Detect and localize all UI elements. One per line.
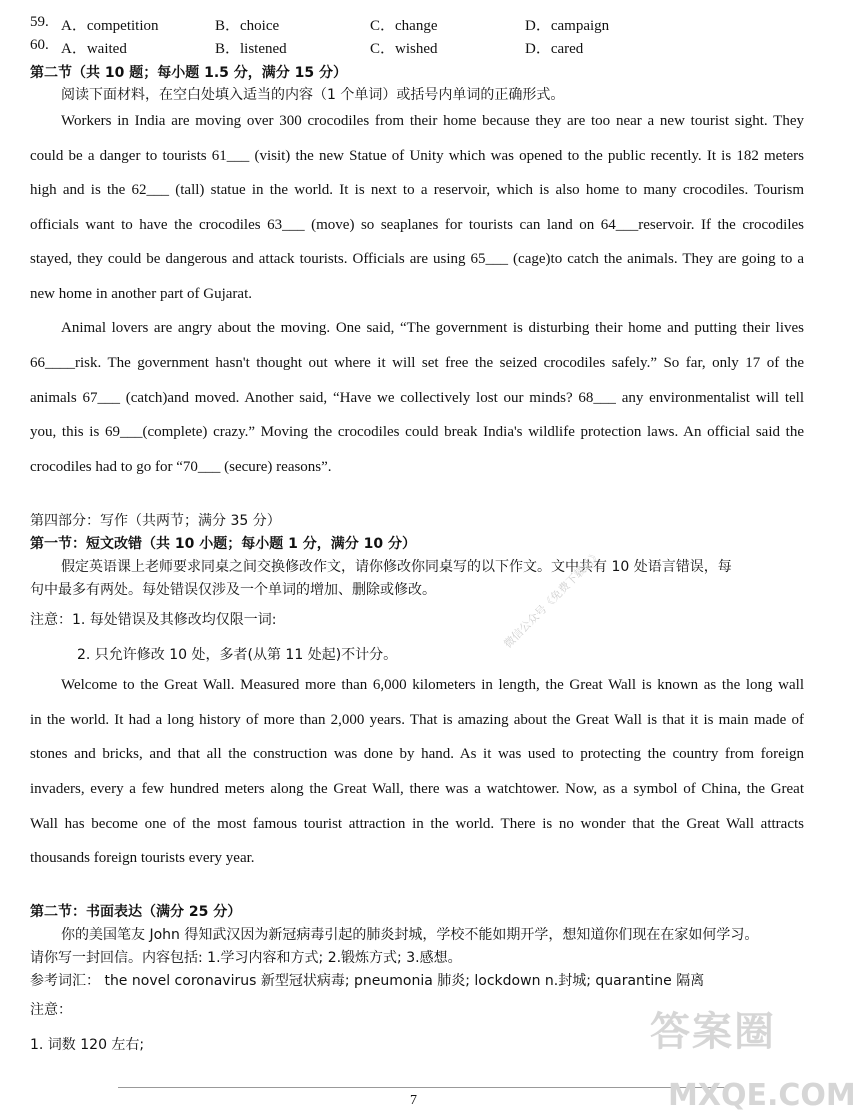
q59-option-a: A．competition (61, 18, 159, 34)
q59-option-c: C．change (370, 18, 438, 34)
essay-line: invaders, every a few hundred meters along the Great Wall, there was a watchtower. Now, as a symbol of China, the Great (30, 781, 804, 797)
q60-option-b: B．listened (215, 41, 287, 57)
passage-line: animals 67___ (catch)and moved. Another said, “Have we collectively lost our minds? 68___ any environmentalist will tell (30, 390, 804, 406)
q60-option-d: D．cared (525, 41, 584, 57)
passage-line: Workers in India are moving over 300 crocodiles from their home because they are too near a new tourist sight. They (61, 113, 804, 129)
site-watermark: MXQE.COM (668, 1078, 856, 1113)
footer-rule (118, 1087, 730, 1088)
note-label: 注意： (30, 1002, 72, 1018)
logo-watermark: 答案圈 (650, 1009, 776, 1055)
essay-line: stones and bricks, and that all the construction was done by hand. As it was used to protecting the country from foreign (30, 746, 804, 762)
part4-title: 第四部分：写作（共两节；满分 35 分） (30, 513, 281, 529)
essay-line: Wall has become one of the most famous tourist attraction in the world. There is no wonder that the Great Wall attracts (30, 816, 804, 832)
writing-prompt-line: 请你写一封回信。内容包括: 1.学习内容和方式; 2.锻炼方式; 3.感想。 (30, 950, 462, 966)
passage-line: Animal lovers are angry about the moving. One said, “The government is disturbing their home and putting their lives (61, 320, 804, 336)
writing-prompt-line: 参考词汇： the novel coronavirus 新型冠状病毒; pneumonia 肺炎; lockdown n.封城; quarantine 隔离 (30, 973, 705, 989)
essay-line: thousands foreign tourists every year. (30, 850, 255, 866)
q60-number: 60. (30, 37, 49, 53)
essay-line: in the world. It had a long history of more than 2,000 years. That is amazing about the Great Wall is that it is main made of (30, 712, 804, 728)
section2-instruction: 阅读下面材料，在空白处填入适当的内容（1 个单词）或括号内单词的正确形式。 (61, 87, 565, 103)
correction-instruction: 假定英语课上老师要求同桌之间交换修改作文，请你修改你同桌写的以下作文。文中共有 10 处语言错误，每 (61, 559, 732, 575)
passage-line: high and is the 62___ (tall) statue in the world. It is next to a reservoir, which is also home to many crocodiles. Tourism (30, 182, 804, 198)
correction-section-title: 第一节：短文改错（共 10 小题；每小题 1 分，满分 10 分） (30, 536, 416, 552)
q60-option-c: C．wished (370, 41, 438, 57)
page-number: 7 (410, 1093, 417, 1108)
section2-title: 第二节（共 10 题；每小题 1.5 分，满分 15 分） (30, 65, 348, 81)
note-line-1: 注意：1. 每处错误及其修改均仅限一词: (30, 612, 277, 628)
q59-option-b: B．choice (215, 18, 280, 34)
q60-option-a: A．waited (61, 41, 127, 57)
note-line-2: 2. 只允许修改 10 处，多者(从第 11 处起)不计分。 (77, 647, 398, 663)
passage-line: new home in another part of Gujarat. (30, 286, 253, 302)
writing-prompt-line: 你的美国笔友 John 得知武汉因为新冠病毒引起的肺炎封城，学校不能如期开学，想知道你们现在在家如何学习。 (61, 927, 759, 943)
passage-line: officials want to have the crocodiles 63___ (move) so seaplanes for tourists can land on 64___reservoir. If the crocodiles (30, 217, 804, 233)
passage-line: stayed, they could be dangerous and attack tourists. Officials are using 65___ (cage)to catch the animals. They are going to a (30, 251, 804, 267)
q59-option-d: D．campaign (525, 18, 610, 34)
passage-line: 66____risk. The government hasn't thought out where it will set free the seized crocodiles safely.” So far, only 17 of the (30, 355, 804, 371)
passage-line: could be a danger to tourists 61___ (visit) the new Statue of Unity which was opened to the public recently. It is 182 meters (30, 148, 804, 164)
passage-line: you, this is 69___(complete) crazy.” Moving the crocodiles could break India's wildlife protection laws. An official said the (30, 424, 804, 440)
correction-instruction: 句中最多有两处。每处错误仅涉及一个单词的增加、删除或修改。 (30, 582, 436, 598)
diagonal-watermark: 微信公众号《免费下载站》 (501, 548, 604, 651)
note-item: 1. 词数 120 左右; (30, 1037, 145, 1053)
essay-line: Welcome to the Great Wall. Measured more than 6,000 kilometers in length, the Great Wall is known as the long wall (61, 677, 804, 693)
q59-number: 59. (30, 14, 49, 30)
passage-line: crocodiles had to go for “70___ (secure) reasons”. (30, 459, 332, 475)
writing-section-title: 第二节：书面表达（满分 25 分） (30, 904, 242, 920)
